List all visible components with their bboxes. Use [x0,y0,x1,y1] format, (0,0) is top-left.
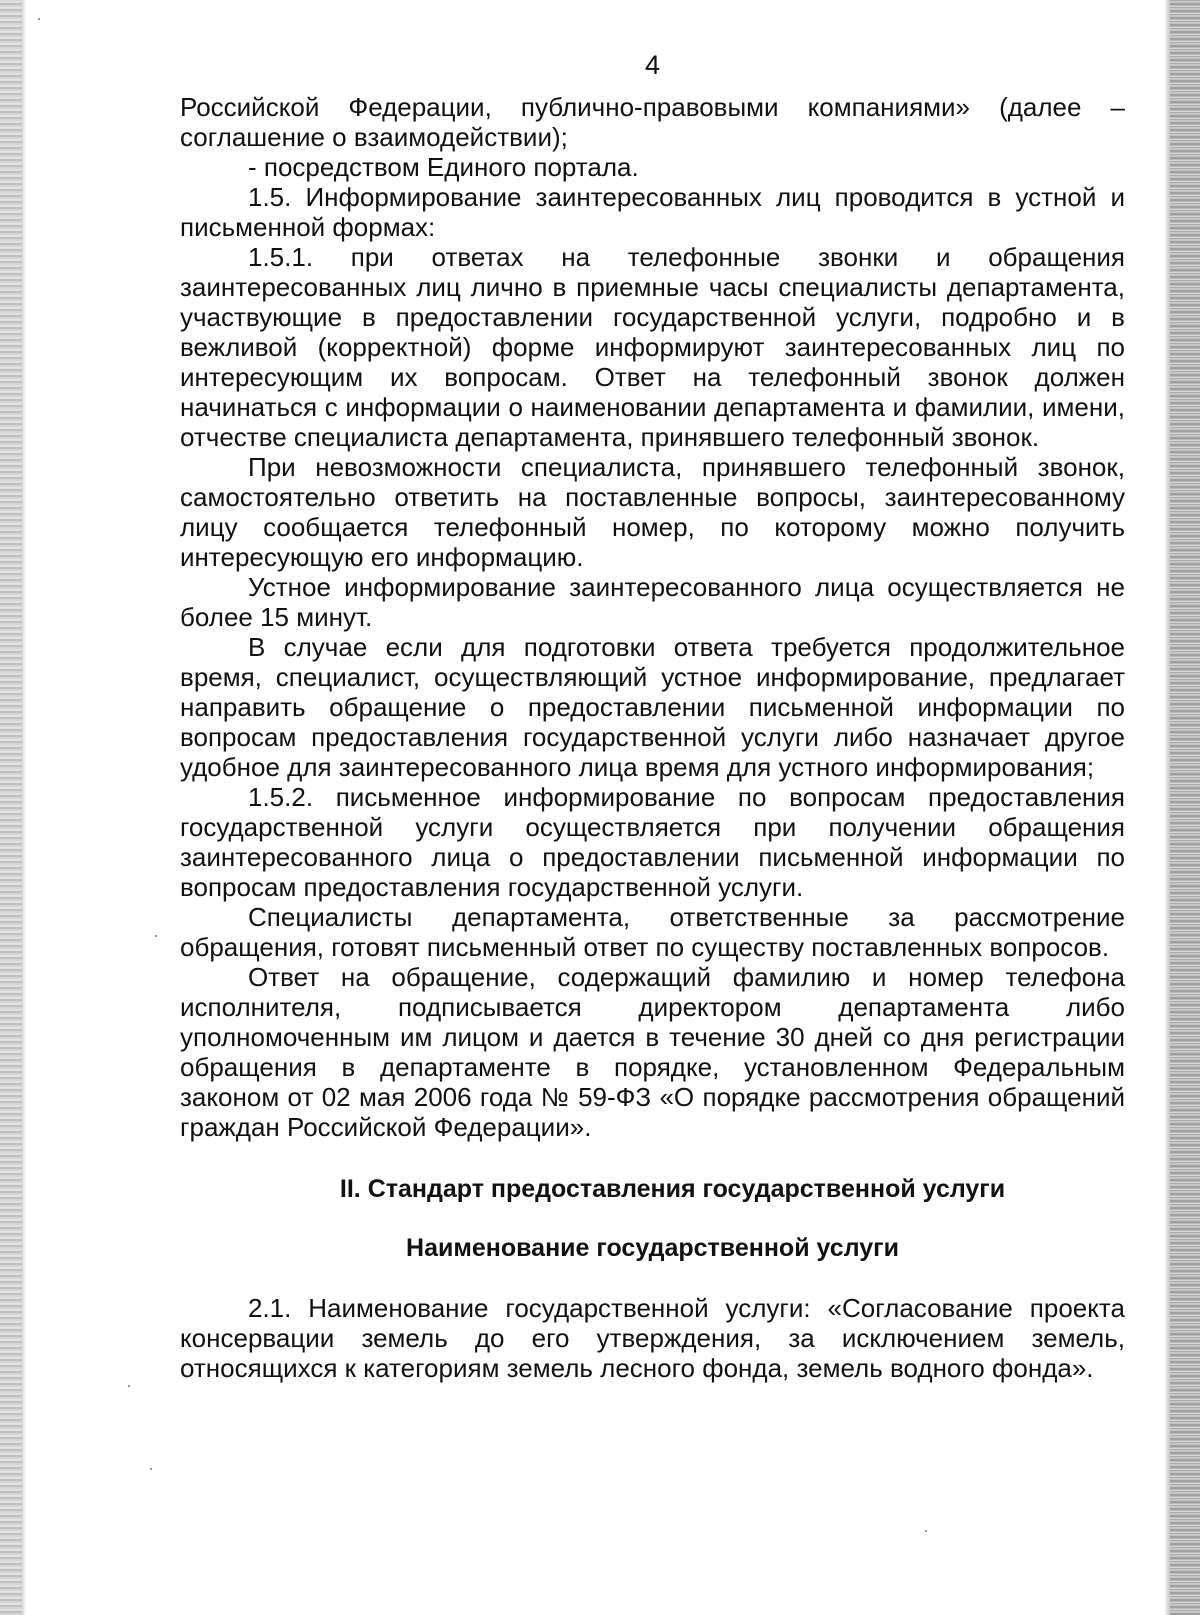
paragraph-extended-time: В случае если для подготовки ответа требуется продолжительное время, специалист, осуществляющий устное информирование, предлагает направить обращение о предоставлении письменной информации по вопросам предоставления государственной услуги либо назначает другое удобное для заинтересованного лица время для устного информирования; [180,632,1125,782]
page-number: 4 [644,50,661,80]
scan-speck [38,18,40,20]
document-page [180,50,1125,1383]
scan-left-edge [0,0,22,1615]
paragraph-single-portal: - посредством Единого портала. [248,152,639,182]
scan-speck [155,935,157,937]
paragraph-impossibility: При невозможности специалиста, принявшего телефонный звонок, самостоятельно ответить на поставленные вопросы, заинтересованному лицу сообщается телефонный номер, по которому можно получить интересующую его информацию. [180,452,1125,572]
paragraph-1-5: 1.5. Информирование заинтересованных лиц проводится в устной и письменной формах: [180,182,1125,242]
subsection-heading: Наименование государственной услуги [406,1234,899,1262]
scan-speck [128,1385,130,1387]
paragraph-continuation: Российской Федерации, публично-правовыми компаниями» (далее – соглашение о взаимодействии); [180,92,1125,152]
paragraph-oral-duration: Устное информирование заинтересованного лица осуществляется не более 15 минут. [180,572,1125,632]
paragraph-2-1: 2.1. Наименование государственной услуги: «Согласование проекта консервации земель до его утверждения, за исключением земель, относящихся к категориям земель лесного фонда, земель водного фонда». [180,1293,1125,1383]
paragraph-specialists: Специалисты департамента, ответственные за рассмотрение обращения, готовят письменный ответ по существу поставленных вопросов. [180,902,1125,962]
paragraph-1-5-2: 1.5.2. письменное информирование по вопросам предоставления государственной услуги осуществляется при получении обращения заинтересованного лица о предоставлении письменной информации по вопросам предоставления государственной услуги. [180,782,1125,902]
paragraph-1-5-1: 1.5.1. при ответах на телефонные звонки и обращения заинтересованных лиц лично в приемные часы специалисты департамента, участвующие в предоставлении государственной услуги, подробно и в вежливой (корректной) форме информируют заинтересованных лиц по интересующим их вопросам. Ответ на телефонный звонок должен начинаться с информации о наименовании департамента и фамилии, имени, отчестве специалиста департамента, принявшего телефонный звонок. [180,242,1125,452]
scan-speck [925,1530,927,1532]
section-heading: II. Стандарт предоставления государственной услуги [339,1175,1006,1203]
scan-right-edge [1170,0,1200,1615]
scan-speck [150,1468,152,1470]
paragraph-response: Ответ на обращение, содержащий фамилию и номер телефона исполнителя, подписывается директором департамента либо уполномоченным им лицом и дается в течение 30 дней со дня регистрации обращения в департаменте в порядке, установленном Федеральным законом от 02 мая 2006 года № 59-ФЗ «О порядке рассмотрения обращений граждан Российской Федерации». [180,962,1125,1142]
